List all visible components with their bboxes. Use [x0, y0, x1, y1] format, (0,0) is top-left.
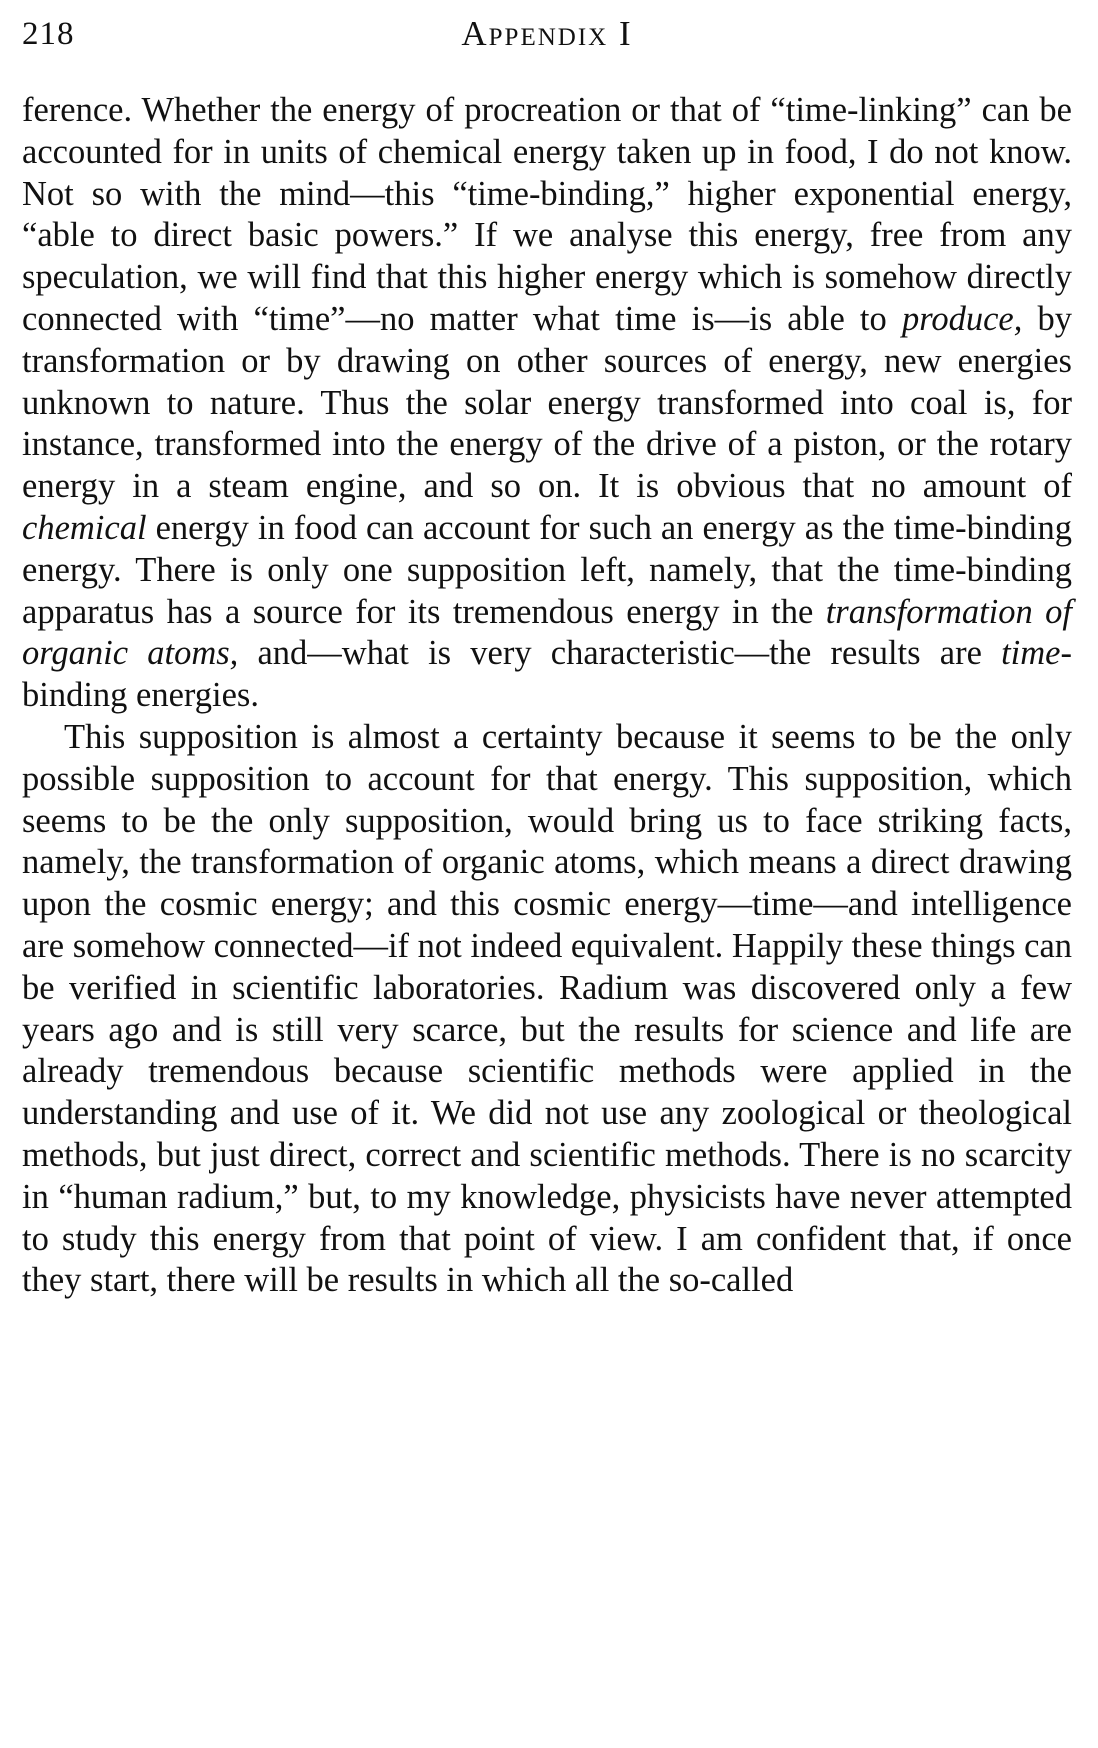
- text-run: by transformation or by drawing on other sources of energy, new energies unknown to nature. Thus the solar energy transformed into coal is, for instance, transformed into the energy of the drive of a piston, or the rotary energy in a steam engine, and so on. It is obvious that no amount of: [22, 299, 1073, 506]
- running-head: [22, 0, 1072, 60]
- text-run: energy in food can account for such an energy as the time-binding energy. There is only one supposition left, namely, that the time-binding apparatus has a source for its tremendous energy in the: [22, 508, 1072, 631]
- paragraph-2: [22, 717, 1072, 1302]
- body-text: [22, 90, 1072, 1302]
- italic-run: time: [1001, 634, 1061, 673]
- italic-run: produce,: [901, 299, 1023, 338]
- text-run: ference. Whether the energy of procreation or that of “time-linking” can be accounted for in units of chemical energy taken up in food, I do not know. Not so with the mind—this “time-binding,” higher exponential energy, “able to direct basic powers.” If we analyse this energy, free from any speculation, we will find that this higher energy which is somehow directly connected with “time”—no matter what time is—is able to: [22, 91, 1072, 338]
- text-run: -binding energies.: [22, 634, 1072, 715]
- italic-run: chemical: [22, 508, 147, 547]
- text-run: and—what is very characteristic—the results are: [238, 634, 1002, 673]
- paragraph-1: [22, 90, 1072, 717]
- italic-run: transformation of organic atoms,: [22, 592, 1072, 673]
- page-number: 218: [22, 16, 75, 52]
- running-title: Appendix I: [461, 14, 633, 53]
- text-run: This supposition is almost a certainty because it seems to be the only possible supposition to account for that energy. This supposition, which seems to be the only supposition, would bring us to face striking facts, namely, the transformation of organic atoms, which means a direct drawing upon the cosmic energy; and this cosmic energy—time—and intelligence are somehow connected—if not indeed equivalent. Happily these things can be verified in scientific laboratories. Radium was discovered only a few years ago and is still very scarce, but the results for science and life are already tremendous because scientific methods were applied in the understanding and use of it. We did not use any zoological or theological methods, but just direct, correct and scientific methods. There is no scarcity in “human radium,” but, to my knowledge, physicists have never attempted to study this energy from that point of view. I am confident that, if once they start, there will be results in which all the so-called: [22, 717, 1073, 1300]
